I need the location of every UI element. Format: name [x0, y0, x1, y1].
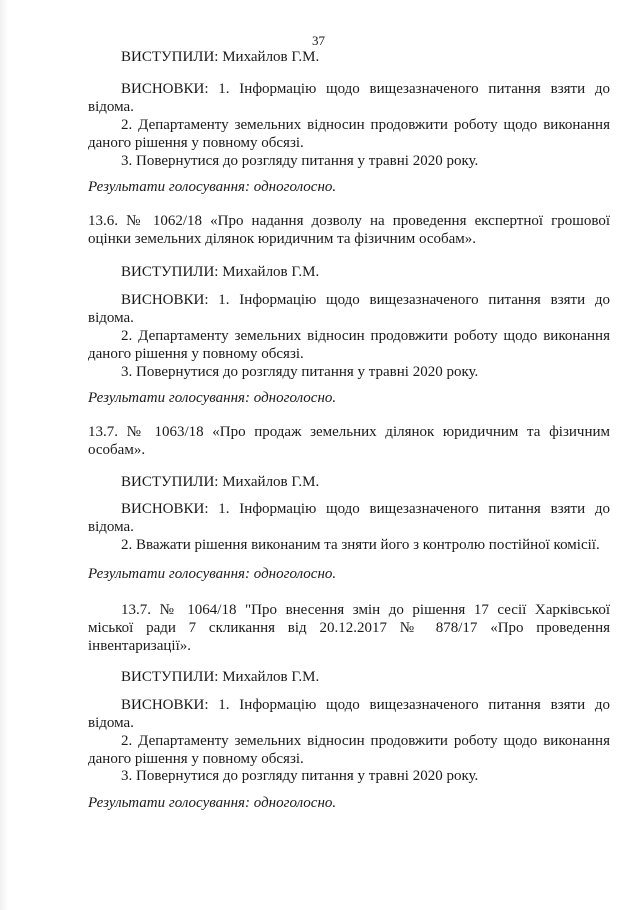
- conclusion-item-2: 2. Департаменту земельних відносин продовжити роботу щодо виконання: [121, 328, 610, 344]
- agenda-item-title-continuation: інвентаризації».: [88, 638, 191, 654]
- conclusion-item-2-continuation: даного рішення у повному обсязі.: [88, 751, 304, 767]
- scan-edge-shadow: [0, 0, 8, 910]
- voting-result: Результати голосування: одноголосно.: [88, 390, 337, 406]
- speakers-line: ВИСТУПИЛИ: Михайлов Г.М.: [121, 49, 320, 65]
- voting-result: Результати голосування: одноголосно.: [88, 795, 337, 811]
- agenda-item-title: 13.7. № 1063/18 «Про продаж земельних ділянок юридичним та фізичним: [88, 424, 610, 440]
- agenda-item-title-continuation: оцінки земельних ділянок юридичним та фізичним особам».: [88, 231, 477, 247]
- conclusions-continuation: відома.: [88, 310, 134, 326]
- conclusions-line: ВИСНОВКИ: 1. Інформацію щодо вищезазначеного питання взяти до: [121, 697, 610, 713]
- speakers-line: ВИСТУПИЛИ: Михайлов Г.М.: [121, 669, 320, 685]
- voting-result: Результати голосування: одноголосно.: [88, 179, 337, 195]
- agenda-item-title: 13.7. № 1064/18 "Про внесення змін до рішення 17 сесії Харківської: [121, 602, 610, 618]
- conclusion-item-3: 3. Повернутися до розгляду питання у травні 2020 року.: [121, 364, 479, 380]
- conclusions-continuation: відома.: [88, 99, 134, 115]
- conclusion-item-2: 2. Департаменту земельних відносин продовжити роботу щодо виконання: [121, 117, 610, 133]
- conclusions-line: ВИСНОВКИ: 1. Інформацію щодо вищезазначеного питання взяти до: [121, 292, 610, 308]
- conclusion-item-2: 2. Вважати рішення виконаним та зняти його з контролю постійної комісії.: [121, 537, 600, 553]
- conclusion-item-2-continuation: даного рішення у повному обсязі.: [88, 135, 304, 151]
- speakers-line: ВИСТУПИЛИ: Михайлов Г.М.: [121, 264, 320, 280]
- conclusion-item-3: 3. Повернутися до розгляду питання у травні 2020 року.: [121, 153, 479, 169]
- voting-result: Результати голосування: одноголосно.: [88, 566, 337, 582]
- conclusions-continuation: відома.: [88, 519, 134, 535]
- conclusions-line: ВИСНОВКИ: 1. Інформацію щодо вищезазначеного питання взяти до: [121, 81, 610, 97]
- speakers-line: ВИСТУПИЛИ: Михайлов Г.М.: [121, 474, 320, 490]
- conclusion-item-2: 2. Департаменту земельних відносин продовжити роботу щодо виконання: [121, 733, 610, 749]
- conclusion-item-3: 3. Повернутися до розгляду питання у травні 2020 року.: [121, 768, 479, 784]
- page-number: 37: [312, 33, 325, 48]
- agenda-item-title-continuation: міської ради 7 скликання від 20.12.2017 № 878/17 «Про проведення: [88, 620, 610, 636]
- agenda-item-title-continuation: особам».: [88, 442, 146, 458]
- conclusions-line: ВИСНОВКИ: 1. Інформацію щодо вищезазначеного питання взяти до: [121, 501, 610, 517]
- agenda-item-title: 13.6. № 1062/18 «Про надання дозволу на проведення експертної грошової: [88, 213, 610, 229]
- conclusion-item-2-continuation: даного рішення у повному обсязі.: [88, 346, 304, 362]
- conclusions-continuation: відома.: [88, 715, 134, 731]
